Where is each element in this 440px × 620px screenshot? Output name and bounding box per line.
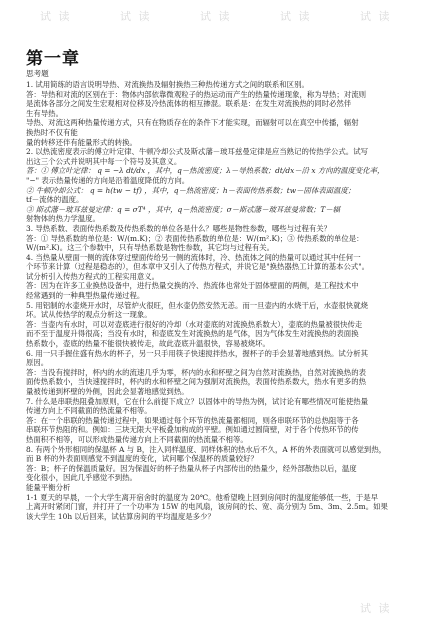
text-line: 换热时不仅有能 bbox=[26, 127, 78, 137]
text-line: 答：当没有搅拌时，杯内的水的流速几乎为零，杯内的水和杯壁之间为自然对流换热，自然对流换热的表 bbox=[26, 367, 366, 377]
watermark: 试 读 bbox=[40, 10, 72, 23]
text-line: 串联环节热阻的和。例如：三块无限大平板叠加构成的平壁。例如通过圆筒壁，对于各个传热环节的传 bbox=[26, 425, 359, 435]
text-line: 射物体的热力学温度。 bbox=[26, 214, 100, 224]
text-line: 生有导热。 bbox=[26, 108, 63, 118]
chapter-title: 第一章 bbox=[26, 49, 80, 69]
text-line: 答：在一个串联的热量传递过程中，如果通过每个环节的热流量都相同，则各串联环节的总热阻等于各 bbox=[26, 415, 359, 425]
text-line: 而不至于温度升得很高；当没有水时，和壶底发生对流换热的是气体，因为气体发生对流换热的表面换 bbox=[26, 329, 359, 339]
text-line: 3. 导热系数、表面传热系数及传热系数的单位各是什么？哪些是物性参数，哪些与过程有关？ bbox=[26, 223, 332, 233]
text-line: 1-1 夏天的早晨，一个大学生离开宿舍时的温度为 20℃。他希望晚上回到房间时的温度能够低一些，于是早 bbox=[26, 492, 379, 502]
watermark: 试 读 bbox=[360, 602, 392, 615]
watermark: 试 读 bbox=[280, 10, 312, 23]
formula-line: ② 牛顿冷却公式： q = h(tw − tf) ，其中，q－热流密度；h－表面传热系数；tw－固体表面温度； bbox=[26, 185, 356, 195]
text-line: "−" 表示热量传递的方向是沿着温度降低的方向。 bbox=[26, 175, 190, 185]
watermark: 试 读 bbox=[360, 10, 392, 23]
text-line: 试分析引入传热方程式的工程实用意义。 bbox=[26, 271, 160, 281]
text-line: 8. 有两个外形相同的保温杯 A 与 B，注入同样温度、同样体积的热水后不久，A 杯的外表面就可以感觉到热， bbox=[26, 444, 387, 454]
text-line: 经常遇到的一种典型热量传递过程。 bbox=[26, 291, 145, 301]
text-line: 变化很小，因此几乎感觉不到热。 bbox=[26, 473, 137, 483]
text-line: 5. 用铝制的水壶烧开水时，尽管炉火很旺，但水壶仍然安然无恙。而一旦壶内的水烧干后，水壶很快就烧 bbox=[26, 300, 368, 310]
text-line: 上离开时紧闭门窗，并打开了一个功率为 15W 的电风扇，该房间的长、宽、高分别为 5m、3m、2.5m。如果 bbox=[26, 502, 388, 512]
text-line: 该大学生 10h 以后回来，试估算房间的平均温度是多少？ bbox=[26, 511, 215, 521]
text-line: 而 B 杯的外表面则感觉不到温度的变化，试问哪个保温杯的质量较好？ bbox=[26, 454, 258, 464]
section-heading: 能量平衡分析 bbox=[26, 482, 71, 492]
text-line: 量被传递到杯壁的外侧，因此会显著地感觉到热。 bbox=[26, 387, 189, 396]
text-line: 答：① 导热系数的单位是：W/(m.K)；② 表面传热系数的单位是：W/(m².K)；③ 传热系数的单位是： bbox=[26, 233, 364, 243]
text-line: 1. 试用简练的语言说明导热、对流换热及辐射换热三种热传递方式之间的联系和区别。 bbox=[26, 80, 309, 89]
text-line: 答：B；杯子的保温质量好。因为保温好的杯子热量从杯子内部传出的热量少，经外部散热以后，温度 bbox=[26, 463, 357, 473]
text-line: 是流体各部分之间发生宏观相对位移及冷热流体的相互掺混。联系是：在发生对流换热的同时必然伴 bbox=[26, 99, 352, 109]
text-line: 面传热系数小，当快速搅拌时，杯内的水和杯壁之间为强制对流换热，表面传热系数大，热水有更多的热 bbox=[26, 377, 366, 387]
section-title: 思考题 bbox=[26, 69, 49, 78]
text-line: 出这三个公式并说明其中每一个符号及其意义。 bbox=[26, 156, 182, 166]
text-line: 6. 用一只手握住盛有热水的杯子，另一只手用筷子快速搅拌热水，握杯子的手会显著地感到热。试分析其 bbox=[26, 348, 368, 358]
text-line: 答：因为在许多工业换热设备中，进行热量交换的冷、热流体也常处于固体壁面的两侧，是工程技术中 bbox=[26, 281, 359, 291]
text-line: 热面积不相等，可以形成热量传递方向上不同截面的热流量不相等。 bbox=[26, 434, 248, 444]
text-line: 量的转移还伴有能量形式的转换。 bbox=[26, 137, 137, 147]
text-line: 答：导热和对流的区别在于：物体内部依靠微观粒子的热运动而产生的热量传递现象，称为导热；对流则 bbox=[26, 89, 366, 99]
formula-line: ③ 斯忒藩－玻耳兹曼定律：q = σT⁴ ，其中，q－热流密度；σ－斯忒藩－玻耳兹曼常数；T－辐 bbox=[26, 204, 341, 214]
text-line: 传递方向上不同截面的热流量不相等。 bbox=[26, 406, 152, 416]
watermark: 试 读 bbox=[200, 10, 232, 23]
text-line: 个环节来计算（过程是稳态的），但本章中又引入了传热方程式，并说它是"换热器热工计算的基本公式"。 bbox=[26, 262, 370, 272]
text-line: 导热、对流这两种热量传递方式，只有在物质存在的条件下才能实现，而辐射可以在真空中传播，辐射 bbox=[26, 118, 359, 128]
text-line: W/(m².K)。这三个参数中，只有导热系数是物性参数，其它均与过程有关。 bbox=[26, 243, 275, 253]
text-line: 坏。试从传热学的观点分析这一现象。 bbox=[26, 310, 152, 320]
text-line: 7. 什么是串联热阻叠加原则，它在什么前提下成立？以固体中的导热为例，试讨论有哪些情况可能使热量 bbox=[26, 396, 368, 406]
text-line: 答：当壶内有水时，可以对壶底进行很好的冷却（水对壶底的对流换热系数大），壶底的热量被很快传走 bbox=[26, 319, 363, 329]
text-line: 2. 以热流密度表示的傅立叶定律、牛顿冷却公式及斯忒藩－玻耳兹曼定律是应当熟记的传热学公式。试写 bbox=[26, 147, 368, 157]
text-line: tf－流体的温度。 bbox=[26, 195, 84, 205]
watermark: 试 读 bbox=[120, 10, 152, 23]
text-line: 原因。 bbox=[26, 358, 49, 368]
document-body bbox=[26, 80, 428, 521]
formula-line: 答：① 傅立叶定律： q = −λ dt/dx ，其中，q－热流密度；λ－导热系数；dt/dx－沿 x 方向的温度变化率， bbox=[26, 166, 385, 176]
text-line: 4. 当热量从壁面一侧的流体穿过壁面传给另一侧的流体时，冷、热流体之间的热量可以通过其中任何一 bbox=[26, 252, 361, 262]
text-line: 热系数小，壶底的热量不能很快被传走，故此壶底升温很快，容易被烧坏。 bbox=[26, 339, 270, 349]
